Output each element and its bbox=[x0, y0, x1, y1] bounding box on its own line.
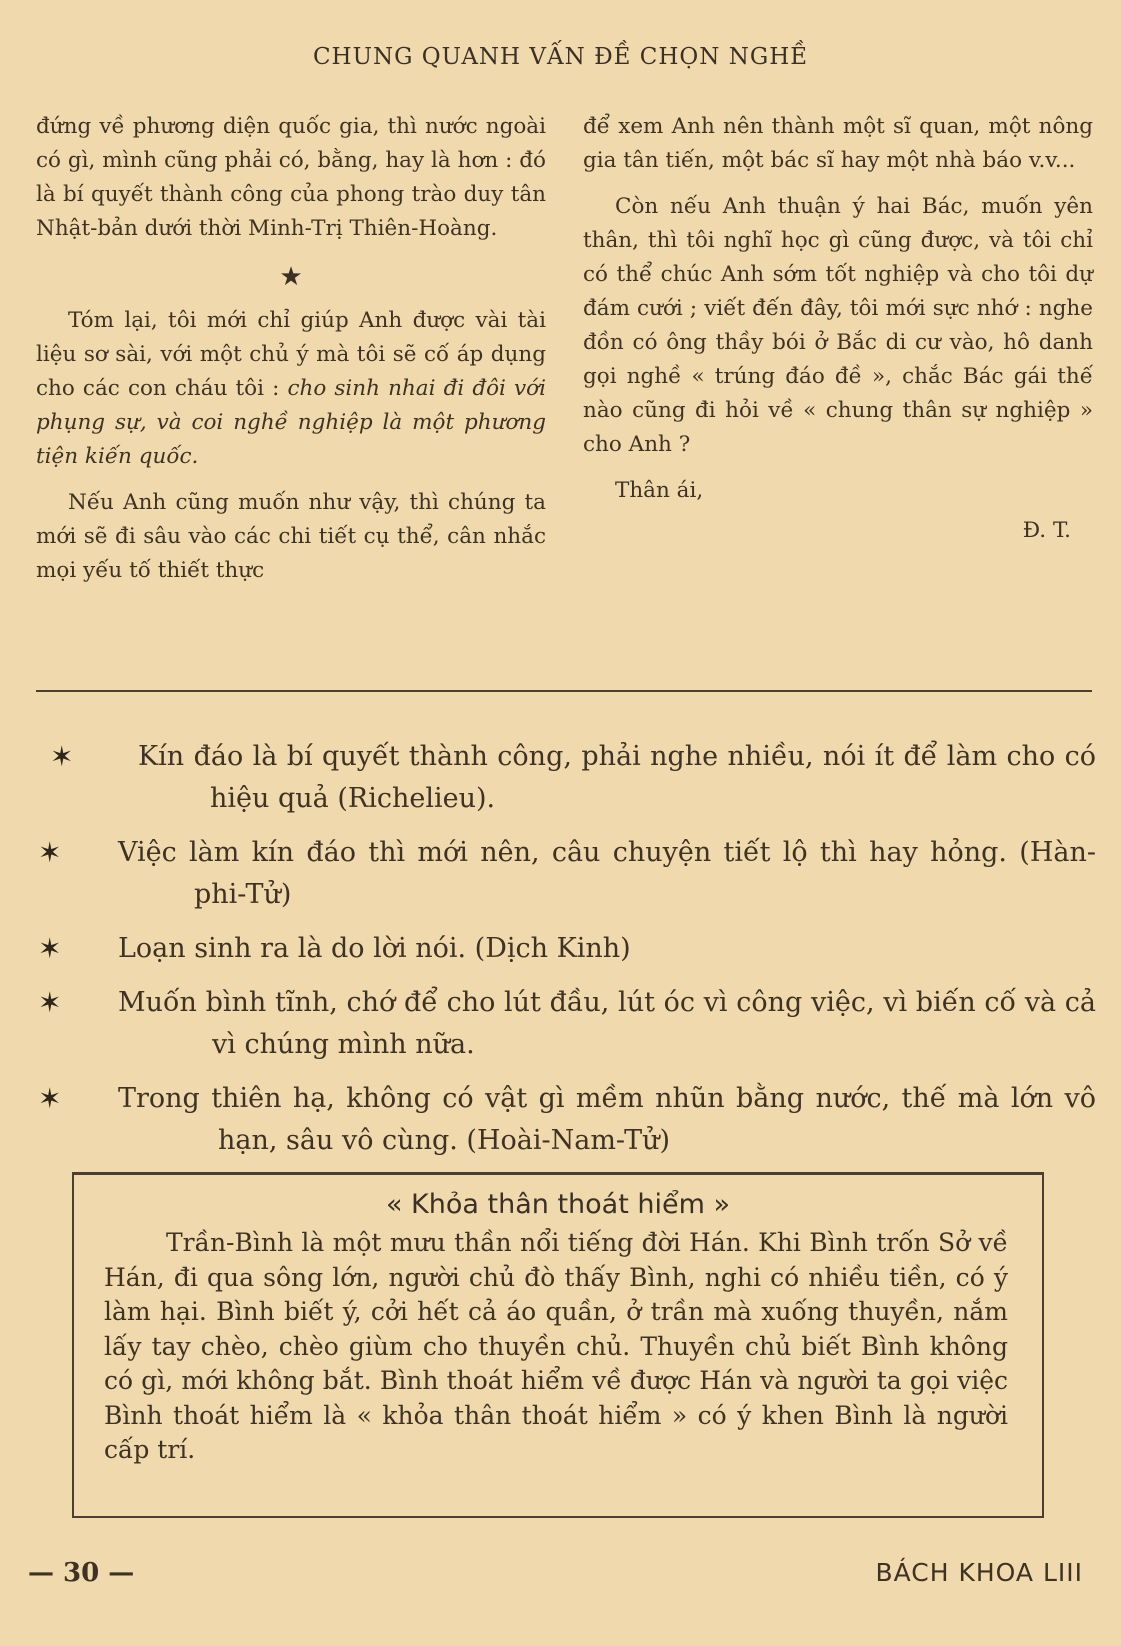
star-separator-icon: ★ bbox=[279, 262, 303, 292]
star-bullet-icon: ✶ bbox=[38, 986, 62, 1019]
quote-item bbox=[36, 1078, 1096, 1162]
left-paragraph-3: Nếu Anh cũng muốn như vậy, thì chúng ta mới sẽ đi sâu vào các chi tiết cụ thể, cân nhắc mọi yếu tố thiết thực bbox=[36, 490, 546, 583]
anecdote-title: « Khỏa thân thoát hiểm » bbox=[385, 1189, 731, 1220]
anecdote-box bbox=[72, 1172, 1044, 1518]
quote-text: Kín đáo là bí quyết thành công, phải nghe nhiều, nói ít để làm cho có hiệu quả (Richelieu). bbox=[138, 741, 1096, 814]
left-paragraph-2 bbox=[36, 304, 546, 474]
quote-item bbox=[36, 736, 1096, 820]
quote-text: Việc làm kín đáo thì mới nên, câu chuyện tiết lộ thì hay hỏng. (Hàn-phi-Tử) bbox=[118, 837, 1096, 910]
quote-text: Loạn sinh ra là do lời nói. (Dịch Kinh) bbox=[118, 933, 631, 964]
star-bullet-icon: ✶ bbox=[38, 932, 62, 965]
quote-item bbox=[36, 928, 1096, 970]
quote-text: Muốn bình tĩnh, chớ để cho lút đầu, lút óc vì công việc, vì biến cố và cả vì chúng mình nữa. bbox=[118, 987, 1096, 1060]
left-paragraph-2-intro: Tóm lại, tôi mới chỉ giúp Anh được vài tài liệu sơ sài, với một chủ ý mà tôi sẽ cố áp dụng cho các con cháu tôi : bbox=[36, 308, 546, 401]
quotes-list bbox=[36, 736, 1096, 1174]
right-paragraph-2: Còn nếu Anh thuận ý hai Bác, muốn yên thân, thì tôi nghĩ học gì cũng được, và tôi chỉ có thể chúc Anh sớm tốt nghiệp và cho tôi dự đám cưới ; viết đến đây, tôi mới sực nhớ : nghe đồn có ông thầy bói ở Bắc di cư vào, hô danh gọi nghề « trúng đáo đề », chắc Bác gái thế nào cũng đi hỏi về « chung thân sự nghiệp » cho Anh ? bbox=[583, 194, 1093, 457]
left-column bbox=[36, 110, 546, 588]
author-signature: Đ. T. bbox=[1022, 518, 1071, 543]
quote-item bbox=[36, 832, 1096, 916]
page-number: — 30 — bbox=[28, 1558, 135, 1588]
left-paragraph-2-italic: cho sinh nhai đi đôi với phụng sự, và coi nghề nghiệp là một phương tiện kiến quốc. bbox=[36, 376, 546, 469]
left-paragraph-1: đứng về phương diện quốc gia, thì nước ngoài có gì, mình cũng phải có, bằng, hay là hơn : đó là bí quyết thành công của phong trào duy tân Nhật-bản dưới thời Minh-Trị Thiên-Hoàng. bbox=[36, 114, 546, 241]
closing-salutation: Thân ái, bbox=[615, 478, 704, 503]
anecdote-body: Trần-Bình là một mưu thần nổi tiếng đời Hán. Khi Bình trốn Sở về Hán, đi qua sông lớn, người chủ đò thấy Bình, nghi có nhiều tiền, có ý làm hại. Bình biết ý, cởi hết cả áo quần, ở trần mà xuống thuyền, nắm lấy tay chèo, chèo giùm cho thuyền chủ. Thuyền chủ biết Bình không có gì, mới không bắt. Bình thoát hiểm về được Hán và người ta gọi việc Bình thoát hiểm là « khỏa thân thoát hiểm » có ý khen Bình là người cấp trí. bbox=[104, 1228, 1008, 1464]
star-bullet-icon: ✶ bbox=[50, 740, 74, 773]
section-divider bbox=[36, 690, 1092, 692]
publication-name: BÁCH KHOA LIII bbox=[875, 1558, 1083, 1587]
star-bullet-icon: ✶ bbox=[38, 836, 62, 869]
right-column bbox=[583, 110, 1093, 548]
quote-text: Trong thiên hạ, không có vật gì mềm nhũn bằng nước, thế mà lớn vô hạn, sâu vô cùng. (Hoài-Nam-Tử) bbox=[118, 1083, 1096, 1156]
quote-item bbox=[36, 982, 1096, 1066]
running-title: CHUNG QUANH VẤN ĐỀ CHỌN NGHỀ bbox=[312, 44, 809, 70]
right-paragraph-1: để xem Anh nên thành một sĩ quan, một nông gia tân tiến, một bác sĩ hay một nhà báo v.v... bbox=[583, 114, 1093, 173]
star-bullet-icon: ✶ bbox=[38, 1082, 62, 1115]
